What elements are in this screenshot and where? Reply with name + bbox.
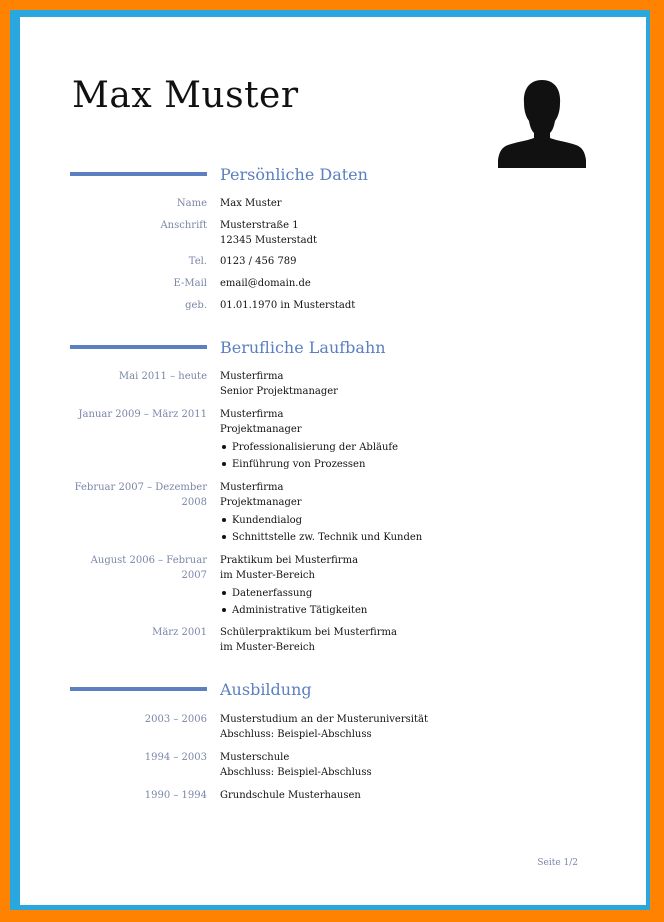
label-career-2: Januar 2009 – März 2011 <box>78 409 207 420</box>
value-address: Musterstraße 1 12345 Musterstadt <box>220 220 318 246</box>
value-career-1: Musterfirma Senior Projektmanager <box>220 371 338 397</box>
label-email: E-Mail <box>173 278 207 289</box>
label-education-3: 1990 – 1994 <box>144 790 207 801</box>
label-education-1: 2003 – 2006 <box>144 714 207 725</box>
value-career-3: Musterfirma Projektmanager Kundendialog Schnittstelle zw. Technik und Kunden <box>220 480 600 546</box>
list-item: Datenerfassung <box>220 585 600 602</box>
value-education-2: Musterschule Abschluss: Beispiel-Abschluss <box>220 752 372 778</box>
section-title-career: Berufliche Laufbahn <box>220 338 386 357</box>
resume-name: Max Muster <box>72 75 299 116</box>
value-career-2: Musterfirma Projektmanager Professionalisierung der Abläufe Einführung von Prozessen <box>220 407 600 473</box>
label-name: Name <box>176 198 207 209</box>
label-career-5: März 2001 <box>152 627 207 638</box>
value-education-1: Musterstudium an der Musteruniversität Abschluss: Beispiel-Abschluss <box>220 714 428 740</box>
value-phone: 0123 / 456 789 <box>220 256 297 267</box>
label-phone: Tel. <box>188 256 207 267</box>
value-career-5: Schülerpraktikum bei Musterfirma im Muster-Bereich <box>220 627 397 653</box>
bullet-list <box>220 512 600 546</box>
value-name: Max Muster <box>220 198 282 209</box>
bullet-list <box>220 585 600 619</box>
section-title-education: Ausbildung <box>220 680 312 699</box>
list-item: Professionalisierung der Abläufe <box>220 439 600 456</box>
label-career-4: August 2006 – Februar 2007 <box>90 555 207 581</box>
list-item: Einführung von Prozessen <box>220 456 600 473</box>
value-birth: 01.01.1970 in Musterstadt <box>220 300 356 311</box>
section-bar-education <box>70 687 207 691</box>
bullet-list <box>220 439 600 473</box>
profile-photo-placeholder-icon <box>496 76 588 168</box>
label-education-2: 1994 – 2003 <box>144 752 207 763</box>
section-bar-career <box>70 345 207 349</box>
value-email: email@domain.de <box>220 278 311 289</box>
label-career-1: Mai 2011 – heute <box>118 371 207 382</box>
label-address: Anschrift <box>160 220 207 231</box>
section-bar-personal <box>70 172 207 176</box>
value-education-3: Grundschule Musterhausen <box>220 790 361 801</box>
list-item: Kundendialog <box>220 512 600 529</box>
list-item: Administrative Tätigkeiten <box>220 602 600 619</box>
section-title-personal: Persönliche Daten <box>220 165 368 184</box>
label-career-3: Februar 2007 – Dezember 2008 <box>74 482 207 508</box>
label-birth: geb. <box>185 300 207 311</box>
page-number: Seite 1/2 <box>537 858 578 868</box>
value-career-4: Praktikum bei Musterfirma im Muster-Bereich Datenerfassung Administrative Tätigkeiten <box>220 553 600 619</box>
list-item: Schnittstelle zw. Technik und Kunden <box>220 529 600 546</box>
